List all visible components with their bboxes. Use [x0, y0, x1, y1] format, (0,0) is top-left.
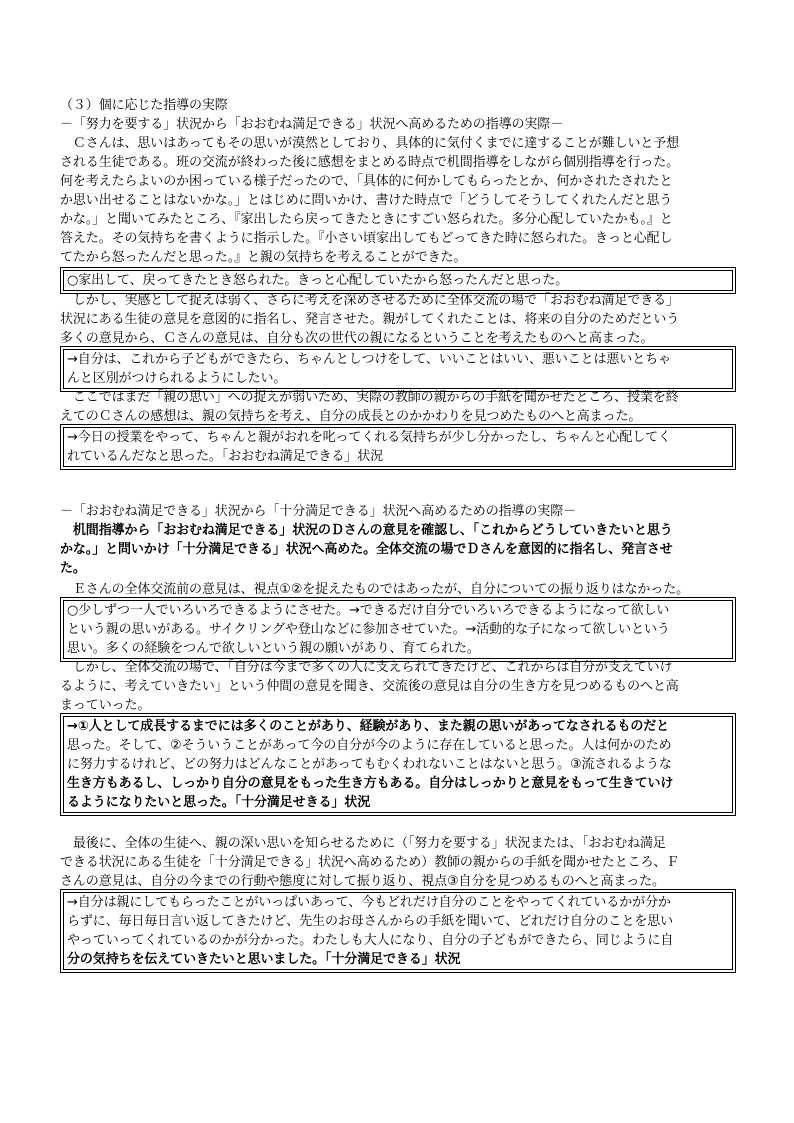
part2-para3-line: るように、考えていきたい」という仲間の意見を聞き、交流後の意見は自分の生き方を見つめるものへと高: [60, 679, 679, 694]
box-line: 思った。そして、②そういうことがあって今の自分が今のように存在していると思った。人は何かのため: [67, 738, 672, 753]
part2-para1-line: 机間指導から「おおむね満足できる」状況のＤさんの意見を確認し、「これからどうしていきたいと思う: [60, 523, 673, 538]
part1-para1-line: 答えた。その気持ちを書くように指示した。『小さい頃家出してもどってきた時に怒られた。きっと心配し: [60, 231, 673, 246]
part1-para1-line: か思い出せることはないかな。」とはじめに問いかけ、書けた時点で「どうしてそうしてくれたんだと思う: [60, 193, 673, 208]
box-line: ○家出して、戻ってきたとき怒られた。きっと心配していたから怒ったんだと思った。: [67, 273, 569, 288]
box-line: ○少しずつ一人でいろいろできるようにさせた。→できるだけ自分でいろいろできるようになって欲しい: [67, 603, 670, 618]
part1-para2-line: 多くの意見から、Ｃさんの意見は、自分も次の世代の親になるということを考えたものへと高まった。: [60, 331, 654, 346]
part1-para2-line: しかし、実感として捉えは弱く、さらに考えを深めさせるために全体交流の場で「おおむね満足できる」: [60, 293, 679, 308]
part1-para1-line: てたから怒ったんだと思った。』と親の気持ちを考えることができた。: [60, 250, 467, 265]
part3-para1-line: 最後に、全体の生徒へ、親の深い思いを知らせるために（「努力を要する」状況または、「おおむね満足: [60, 836, 666, 851]
student-c-opinion-box-1: [60, 267, 736, 294]
part1-para1-line: Ｃさんは、思いはあってもその思いが漠然としており、具体的に気付くまでに達することが難しいと予想: [60, 136, 680, 151]
part1-para1-line: かな。」と聞いてみたところ、『家出したら戻ってきたときにすごい怒られた。多分心配していたかも。』と: [60, 212, 673, 227]
box-line: →①人として成長するまでには多くのことがあり、経験があり、また親の思いがあってなされるものだと: [67, 719, 670, 734]
box-line: という親の思いがある。サイクリングや登山などに参加させていた。→活動的な子になって欲しいという: [67, 622, 670, 637]
part2-para3-line: しかし、全体交流の場で、「自分は今まで多くの人に支えられてきたけど、これからは自分が支えていけ: [60, 660, 673, 675]
part2-para1-line: た。: [60, 561, 86, 576]
box-line: →今日の授業をやって、ちゃんと親がおれを叱ってくれる気持ちが少し分かったし、ちゃんと心配してく: [67, 430, 671, 445]
box-line: →自分は、これから子どもができたら、ちゃんとしつけをして、いいことはいい、悪いことは悪いとちゃ: [67, 352, 671, 367]
box-line: 思い。多くの経験をつんで欲しいという親の願いがあり、育てられた。: [67, 641, 480, 656]
box-line: んと区別がつけられるようにしたい。: [67, 371, 287, 386]
part1-heading: －「努力を要する」状況から「おおむね満足できる」状況へ高めるための指導の実際－: [60, 117, 564, 132]
student-f-opinion-box: [60, 889, 736, 973]
box-line: →自分は親にしてもらったことがいっぱいあって、今もどれだけ自分のことをやってくれているかが分か: [67, 895, 671, 910]
part1-para1-line: される生徒である。班の交流が終わった後に感想をまとめる時点で机間指導をしながら個別指導を行った。: [60, 155, 680, 170]
section-title: （３）個に応じた指導の実際: [60, 98, 228, 113]
box-line: 分の気持ちを伝えていきたいと思いました。「十分満足できる」状況: [67, 952, 461, 967]
part1-para1-line: 何を考えたらよいのか困っている様子だったので、「具体的に何かしてもらったとか、何かされたされたと: [60, 174, 673, 189]
part2-para1-line: かな。」と問いかけ「十分満足できる」状況へ高めた。全体交流の場でＤさんを意図的に指名し、発言させ: [60, 542, 673, 557]
student-c-opinion-box-2: [60, 346, 736, 392]
box-line: るようになりたいと思った。「十分満足せきる」状況: [67, 795, 371, 810]
part3-para1-line: さんの意見は、自分の今までの行動や態度に対して振り返り、視点③自分を見つめるものへと高まった。: [60, 874, 665, 889]
part2-para2-line: Ｅさんの全体交流前の意見は、視点①②を捉えたものではあったが、自分についての振り返りはなかった。: [60, 582, 690, 597]
part2-para3-line: まっていった。: [60, 698, 151, 713]
part2-heading: －「おおむね満足できる」状況から「十分満足できる」状況へ高めるための指導の実際－: [60, 504, 577, 519]
box-line: らずに、毎日毎日言い返してきたけど、先生のお母さんからの手紙を聞いて、どれだけ自分のことを思い: [67, 914, 674, 929]
box-line: やっていってくれているのかが分かった。わたしも大人になり、自分の子どもができたら、同じように自: [67, 933, 674, 948]
box-line: に努力するけれど、どの努力はどんなことがあってもむくわれないことはないと思う。③流されるような: [67, 757, 672, 772]
part1-para3-line: ここではまだ「親の思い」への捉えが弱いため、実際の教師の親からの手紙を聞かせたところ、授業を終: [60, 390, 679, 405]
box-line: 生き方もあるし、しっかり自分の意見をもった生き方もある。自分はしっかりと意見をもって生きていけ: [67, 776, 674, 791]
student-e-opinion-box: [60, 597, 736, 662]
box-line: れているんだなと思った。「おおむね満足できる」状況: [67, 449, 384, 464]
part1-para3-line: えてのＣさんの感想は、親の気持ちを考え、自分の成長とのかかわりを見つめたものへと高まった。: [60, 409, 642, 424]
student-e-final-opinion-box: [60, 713, 736, 816]
part1-para2-line: 状況にある生徒の意見を意図的に指名し、発言させた。親がしてくれたことは、将来の自分のためだという: [60, 312, 680, 327]
student-c-opinion-box-3: [60, 424, 736, 470]
part3-para1-line: できる状況にある生徒を「十分満足できる」状況へ高めるため）教師の親からの手紙を聞かせたところ、Ｆ: [60, 855, 680, 870]
